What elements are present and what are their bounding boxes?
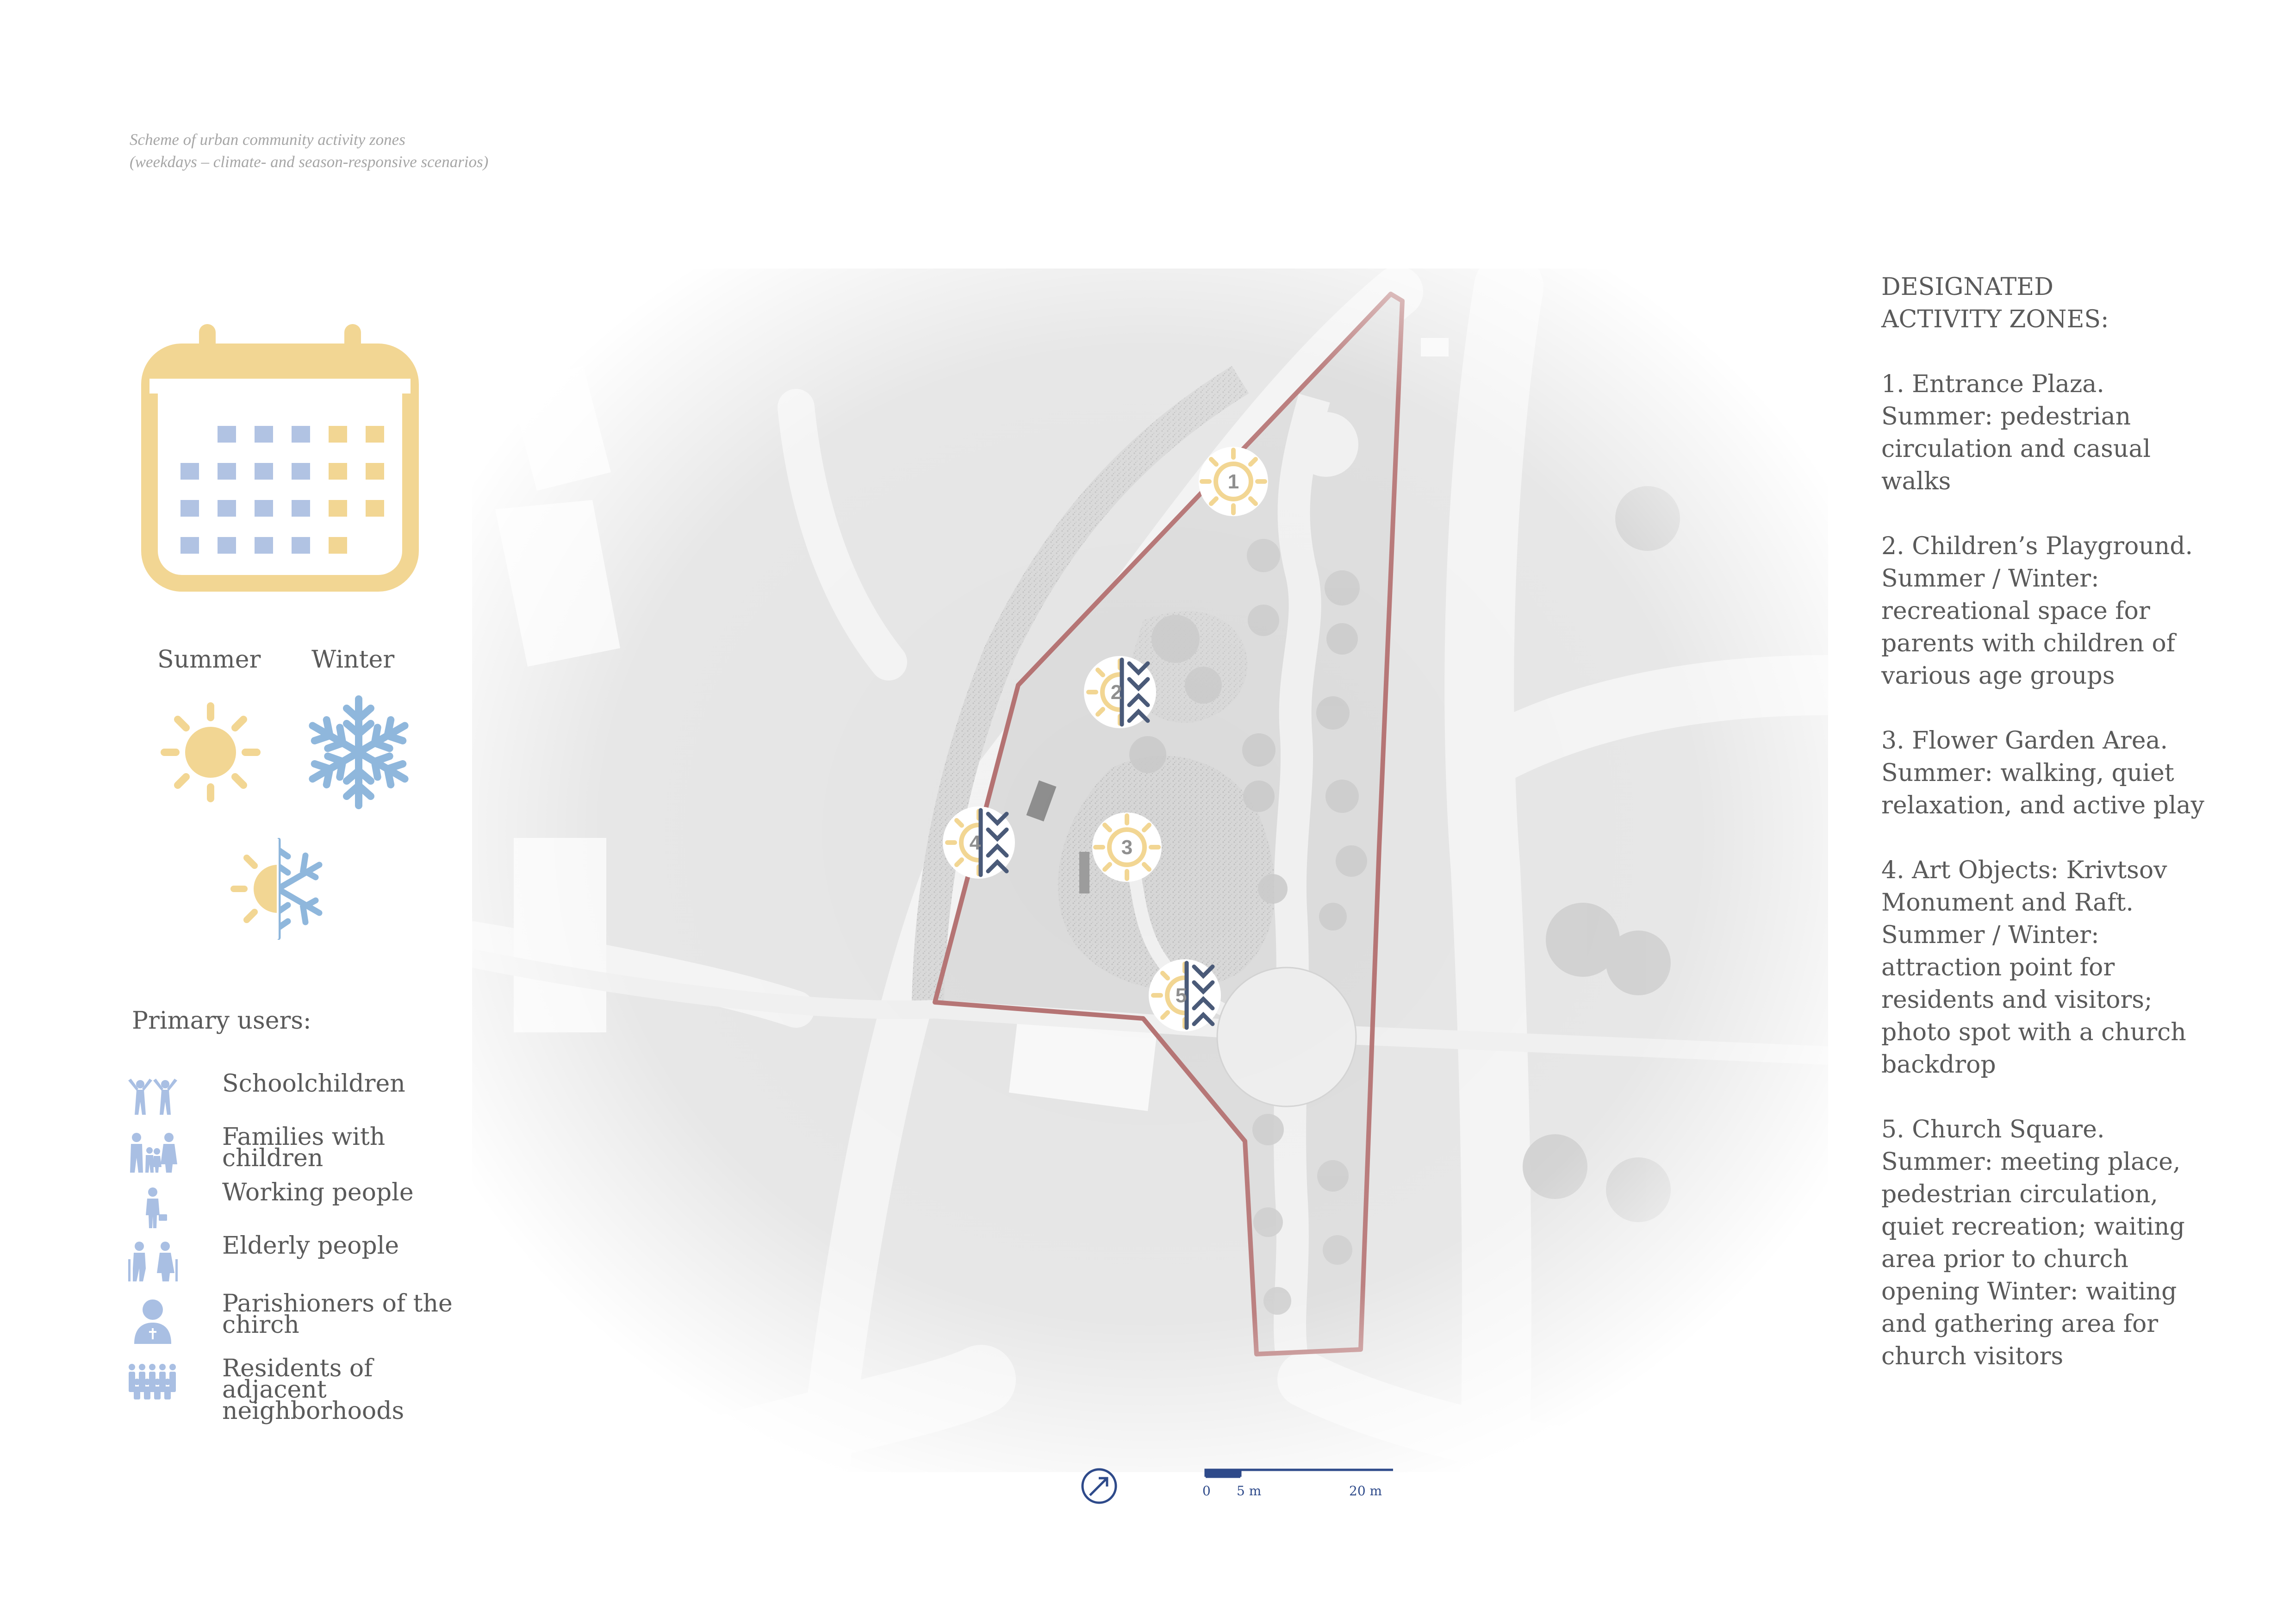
snowflake-icon: [305, 694, 412, 810]
primary-users-title: Primary users:: [132, 1007, 311, 1035]
residents-icon: [127, 1363, 178, 1400]
zone-marker-5: [1149, 959, 1221, 1031]
activity-zones-title-line-1: DESIGNATED: [1881, 273, 2053, 301]
zone-description-4: 4. Art Objects: Krivtsov Monument and Raft. Summer / Winter: attraction point for residents and visitors; photo spot with a church backdrop: [1881, 856, 2186, 1079]
site-map: [472, 269, 1828, 1472]
calendar-icon: [141, 319, 419, 597]
zone-description-3: 3. Flower Garden Area. Summer: walking, quiet relaxation, and active play: [1881, 727, 2204, 819]
worker-icon: [127, 1187, 178, 1229]
user-label: Schoolchildren: [222, 1070, 405, 1098]
activity-zones-title: [1881, 271, 2215, 336]
user-label: Working people: [222, 1179, 414, 1206]
zone-marker-1: [1199, 447, 1268, 516]
sun-snowflake-icon: [227, 838, 329, 940]
scale-bar: [1199, 1463, 1393, 1505]
family-icon: [127, 1132, 178, 1174]
zone-number: 2: [1110, 681, 1122, 704]
caption-line-2: (weekdays – climate- and season-responsive scenarios): [130, 153, 489, 171]
zone-number: 5: [1175, 984, 1187, 1007]
user-label: Residents of adjacent neighborhoods: [222, 1355, 404, 1425]
parishioner-icon: [127, 1299, 178, 1345]
activity-zones-title-line-2: ACTIVITY ZONES:: [1881, 306, 2109, 333]
zone-description-1: 1. Entrance Plaza. Summer: pedestrian circulation and casual walks: [1881, 370, 2151, 495]
sun-icon: [157, 699, 264, 806]
zone-description-5: 5. Church Square. Summer: meeting place, pedestrian circulation, quiet recreation; waiting area prior to church opening Winter: waiting and gathering area for church visitors: [1881, 1116, 2185, 1370]
summer-label: Summer: [157, 646, 261, 674]
zone-number: 4: [969, 831, 981, 854]
winter-label: Winter: [311, 646, 395, 674]
scale-label-zero: 0: [1202, 1483, 1211, 1499]
scale-label-end: 20 m: [1349, 1483, 1382, 1499]
north-arrow-icon: [1078, 1465, 1120, 1507]
map-caption: [130, 129, 488, 173]
zone-marker-3: [1092, 812, 1162, 882]
user-label: Parishioners of the chirch: [222, 1290, 453, 1339]
scale-label-mid: 5 m: [1237, 1483, 1262, 1499]
zone-marker-4: [943, 806, 1015, 879]
user-label: Elderly people: [222, 1232, 399, 1260]
zone-description-2: 2. Children’s Playground. Summer / Winter: recreational space for parents with children of various age groups: [1881, 532, 2193, 690]
schoolchildren-icon: [127, 1079, 178, 1116]
zone-number: 1: [1227, 470, 1239, 493]
activity-zones-panel: [1881, 271, 2215, 1405]
zone-marker-2: [1084, 656, 1156, 728]
user-label: Families with children: [222, 1123, 386, 1172]
elderly-icon: [127, 1241, 178, 1282]
caption-line-1: Scheme of urban community activity zones: [130, 131, 405, 149]
zone-number: 3: [1121, 836, 1133, 859]
